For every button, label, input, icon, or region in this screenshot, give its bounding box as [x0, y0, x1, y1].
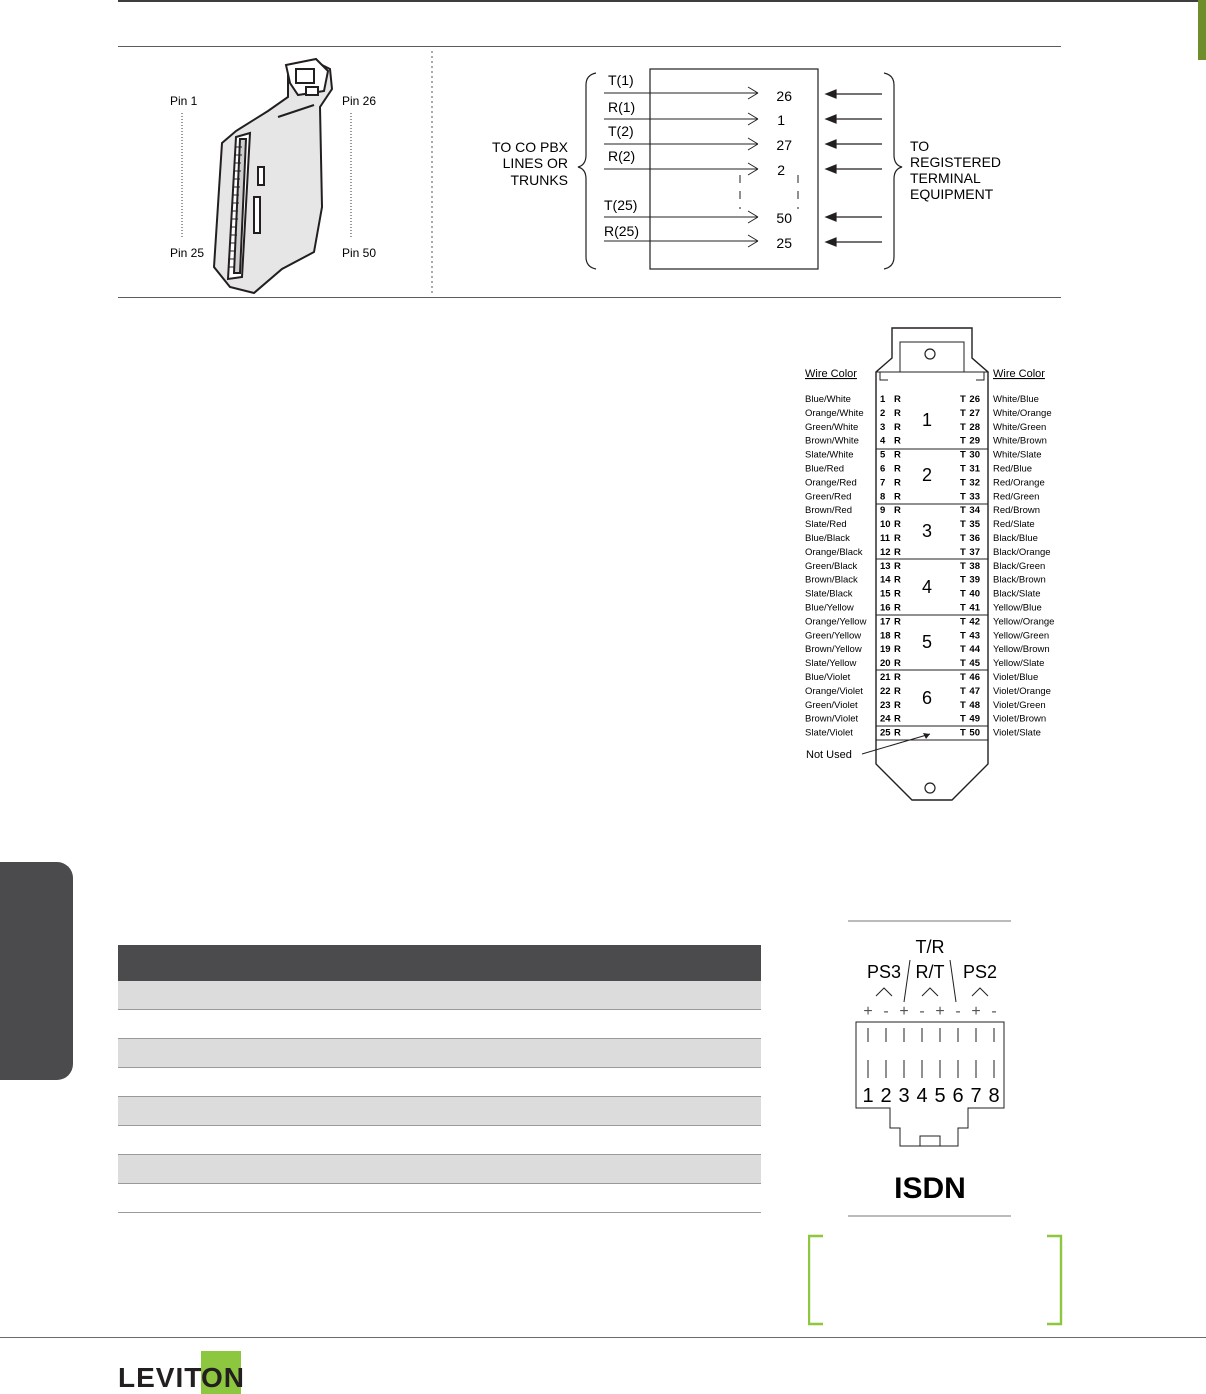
ring-label: R	[894, 533, 901, 544]
right-wire-color: Black/Green	[993, 560, 1046, 572]
tip-label: T	[960, 602, 966, 614]
ps3-label: PS3	[866, 962, 902, 982]
left-pin-number: 3	[880, 421, 886, 433]
left-wire-color: Blue/Black	[805, 533, 850, 544]
left-wire-color: Green/Red	[805, 491, 852, 503]
right-pin-number: 49	[969, 713, 980, 725]
spec-table	[118, 945, 761, 1213]
ring-label: R	[894, 505, 901, 517]
tip-label: T	[960, 672, 966, 683]
tip-label: T	[960, 477, 966, 489]
ring-label: R	[894, 574, 901, 586]
polarity-mark: +	[971, 1003, 981, 1020]
ring-label: R	[894, 394, 901, 405]
right-wire-color: Violet/Orange	[993, 685, 1051, 697]
right-pin-number: 36	[969, 533, 980, 544]
tip-label: T	[960, 407, 966, 419]
right-pin-number: 27	[969, 407, 980, 419]
polarity-mark: -	[955, 1003, 961, 1020]
right-pin-number: 39	[969, 574, 980, 586]
isdn-pin-number: 4	[916, 1085, 928, 1107]
right-pin-number: 46	[969, 672, 980, 683]
ring-label: R	[894, 519, 901, 531]
right-wire-color: Black/Brown	[993, 574, 1046, 586]
table-row	[118, 981, 761, 1010]
right-pin-number: 43	[969, 630, 980, 642]
rt-label: R/T	[915, 962, 945, 982]
polarity-mark: -	[919, 1003, 925, 1020]
table-row	[118, 1039, 761, 1068]
right-wire-color: Red/Brown	[993, 505, 1040, 517]
tip-label: T	[960, 588, 966, 600]
right-caption-line3: TERMINAL	[910, 170, 981, 186]
pair-group-label: 1	[922, 410, 933, 430]
tip-label: T	[960, 435, 966, 447]
right-wire-color: White/Slate	[993, 449, 1042, 461]
left-wire-color-header: Wire Color	[805, 368, 857, 380]
ring-label: R	[894, 477, 901, 489]
left-pin-number: 17	[880, 616, 891, 628]
right-caption-line1: TO	[910, 138, 930, 154]
ring-label: R	[894, 602, 901, 614]
left-wire-color: Blue/Red	[805, 463, 845, 475]
logo-text-right: ON	[201, 1362, 245, 1393]
polarity-mark: -	[991, 1003, 997, 1020]
leviton-logo[interactable]	[118, 1364, 248, 1394]
left-pin-number: 25	[880, 727, 891, 739]
pin26-label: Pin 26	[342, 94, 377, 108]
right-wire-color: White/Blue	[993, 394, 1039, 405]
pin-number: 50	[776, 210, 792, 226]
pin50-label: Pin 50	[342, 246, 377, 260]
right-pin-number: 26	[969, 394, 980, 405]
tip-label: T	[960, 505, 966, 517]
tip-label: T	[960, 394, 966, 405]
right-pin-number: 30	[969, 449, 980, 461]
left-pin-number: 21	[880, 672, 891, 683]
right-wire-color: Violet/Green	[993, 699, 1046, 711]
right-pin-number: 44	[969, 644, 980, 656]
ring-label: R	[894, 630, 901, 642]
right-pin-number: 37	[969, 546, 980, 558]
right-pin-number: 38	[969, 560, 980, 572]
left-caption-line2: LINES OR	[502, 155, 568, 171]
right-wire-color: Yellow/Green	[993, 630, 1050, 642]
ring-label: R	[894, 463, 901, 475]
left-wire-color: Slate/Yellow	[805, 658, 857, 670]
left-wire-color: Slate/Black	[805, 588, 853, 600]
right-pin-number: 48	[969, 699, 980, 711]
left-wire-color: Blue/White	[805, 394, 851, 405]
right-wire-color: White/Orange	[993, 407, 1052, 419]
signal-r25: R(25)	[604, 223, 640, 239]
right-wire-color: Yellow/Orange	[993, 616, 1055, 628]
right-caption-line2: REGISTERED	[910, 154, 1002, 170]
left-wire-color: Brown/Violet	[805, 713, 859, 725]
pin25-label: Pin 25	[170, 246, 205, 260]
ring-label: R	[894, 435, 901, 447]
isdn-pin-number: 5	[934, 1085, 946, 1107]
right-pin-number: 42	[969, 616, 980, 628]
ring-label: R	[894, 685, 901, 697]
left-caption-line3: TRUNKS	[510, 172, 568, 188]
left-pin-number: 16	[880, 602, 891, 614]
tip-label: T	[960, 644, 966, 656]
isdn-pin-number: 1	[862, 1085, 874, 1107]
pin-number: 1	[777, 112, 785, 128]
right-wire-color-header: Wire Color	[993, 368, 1045, 380]
left-wire-color: Orange/Red	[805, 477, 857, 489]
left-pin-number: 1	[880, 394, 886, 405]
right-pin-number: 41	[969, 602, 980, 614]
tip-label: T	[960, 630, 966, 642]
left-pin-number: 20	[880, 658, 891, 670]
left-wire-color: Green/Violet	[805, 699, 858, 711]
left-pin-number: 24	[880, 713, 891, 725]
tip-label: T	[960, 449, 966, 461]
pin1-label: Pin 1	[170, 94, 198, 108]
left-pin-number: 8	[880, 491, 886, 503]
left-pin-number: 6	[880, 463, 886, 475]
table-row	[118, 1068, 761, 1097]
table-row	[118, 1184, 761, 1213]
left-pin-number: 22	[880, 685, 891, 697]
right-caption-line4: EQUIPMENT	[910, 186, 994, 202]
tip-label: T	[960, 685, 966, 697]
left-wire-color: Blue/Yellow	[805, 602, 854, 614]
right-wire-color: Red/Orange	[993, 477, 1045, 489]
right-wire-color: White/Green	[993, 421, 1047, 433]
right-wire-color: Violet/Brown	[993, 713, 1047, 725]
tip-label: T	[960, 533, 966, 544]
right-wire-color: Red/Blue	[993, 463, 1033, 475]
left-wire-color: Slate/Red	[805, 519, 847, 531]
right-pin-number: 34	[969, 505, 980, 517]
section-tab	[0, 862, 73, 1080]
right-pin-number: 28	[969, 421, 980, 433]
pin-number: 25	[776, 235, 792, 251]
ring-label: R	[894, 560, 901, 572]
polarity-mark: +	[935, 1003, 945, 1020]
ring-label: R	[894, 616, 901, 628]
tip-label: T	[960, 560, 966, 572]
pin-number: 27	[776, 137, 792, 153]
left-pin-number: 9	[880, 505, 886, 517]
tip-label: T	[960, 546, 966, 558]
pair-connector-chart	[800, 322, 1062, 804]
left-pin-number: 12	[880, 546, 891, 558]
tip-label: T	[960, 727, 966, 739]
left-wire-color: Brown/Red	[805, 505, 852, 517]
pair-group-label: 3	[922, 521, 933, 541]
right-wire-color: Black/Slate	[993, 588, 1041, 600]
left-wire-color: Blue/Violet	[805, 672, 851, 683]
ring-label: R	[894, 644, 901, 656]
right-wire-color: Black/Orange	[993, 546, 1051, 558]
pin-number: 2	[777, 162, 785, 178]
left-wire-color: Brown/White	[805, 435, 859, 447]
left-wire-color: Brown/Black	[805, 574, 858, 586]
ring-label: R	[894, 672, 901, 683]
note-bracket	[808, 1234, 1064, 1326]
top-rule	[118, 0, 1206, 2]
wiring-diagram	[118, 47, 1078, 297]
logo-text-left: LEVIT	[118, 1362, 203, 1393]
left-pin-number: 23	[880, 699, 891, 711]
left-wire-color: Green/Black	[805, 560, 858, 572]
left-wire-color: Slate/White	[805, 449, 854, 461]
isdn-pin-number: 3	[898, 1085, 910, 1107]
ring-label: R	[894, 449, 901, 461]
ring-label: R	[894, 588, 901, 600]
pair-group-label: 4	[922, 577, 933, 597]
polarity-mark: +	[863, 1003, 873, 1020]
right-pin-number: 45	[969, 658, 980, 670]
left-wire-color: Slate/Violet	[805, 727, 853, 739]
footer-rule	[0, 1337, 1206, 1338]
isdn-pin-number: 6	[952, 1085, 964, 1107]
signal-r2: R(2)	[608, 148, 636, 164]
left-pin-number: 4	[880, 435, 886, 447]
right-pin-number: 33	[969, 491, 980, 503]
tip-label: T	[960, 421, 966, 433]
ring-label: R	[894, 713, 901, 725]
left-pin-number: 7	[880, 477, 886, 489]
polarity-mark: +	[899, 1003, 909, 1020]
left-pin-number: 5	[880, 449, 886, 461]
table-row	[118, 1126, 761, 1155]
right-wire-color: White/Brown	[993, 435, 1047, 447]
ring-label: R	[894, 421, 901, 433]
pair-group-label: 6	[922, 688, 933, 708]
right-wire-color: Red/Slate	[993, 519, 1035, 531]
left-caption-line1: TO CO PBX	[492, 139, 568, 155]
right-brace	[884, 73, 902, 269]
left-pin-number: 15	[880, 588, 891, 600]
tip-label: T	[960, 713, 966, 725]
right-pin-number: 29	[969, 435, 980, 447]
right-pin-number: 32	[969, 477, 980, 489]
pin-number: 26	[776, 88, 792, 104]
left-brace	[578, 73, 596, 269]
left-wire-color: Orange/Violet	[805, 685, 863, 697]
left-wire-color: Orange/White	[805, 407, 864, 419]
right-wire-color: Violet/Blue	[993, 672, 1039, 683]
not-used-label: Not Used	[806, 749, 852, 761]
right-wire-color: Black/Blue	[993, 533, 1038, 544]
left-wire-color: Green/Yellow	[805, 630, 862, 642]
right-pin-number: 40	[969, 588, 980, 600]
right-pin-number: 31	[969, 463, 980, 475]
pair-group-label: 5	[922, 632, 933, 652]
left-wire-color: Green/White	[805, 421, 859, 433]
signal-r1: R(1)	[608, 99, 636, 115]
connector-50pin-illustration	[214, 59, 332, 293]
table-row	[118, 1155, 761, 1184]
ring-label: R	[894, 546, 901, 558]
left-pin-number: 14	[880, 574, 891, 586]
signal-t25: T(25)	[604, 197, 638, 213]
right-wire-color: Yellow/Brown	[993, 644, 1050, 656]
right-pin-number: 47	[969, 685, 980, 697]
tip-label: T	[960, 699, 966, 711]
table-row	[118, 1097, 761, 1126]
left-pin-number: 19	[880, 644, 891, 656]
left-pin-number: 18	[880, 630, 891, 642]
tip-label: T	[960, 491, 966, 503]
left-pin-number: 2	[880, 407, 886, 419]
ring-label: R	[894, 727, 901, 739]
table-header	[118, 945, 761, 981]
left-pin-number: 13	[880, 560, 891, 572]
signal-t1: T(1)	[608, 72, 634, 88]
ring-label: R	[894, 658, 901, 670]
polarity-mark: -	[883, 1003, 889, 1020]
isdn-pinout	[848, 920, 1012, 1218]
tip-label: T	[960, 658, 966, 670]
isdn-pin-number: 7	[970, 1085, 982, 1107]
right-wire-color: Red/Green	[993, 491, 1040, 503]
ring-label: R	[894, 491, 901, 503]
diagram-bottom-rule	[118, 297, 1061, 298]
table-row	[118, 1010, 761, 1039]
tr-label: T/R	[915, 937, 945, 957]
tip-label: T	[960, 616, 966, 628]
isdn-title: ISDN	[894, 1172, 966, 1205]
left-wire-color: Orange/Black	[805, 546, 863, 558]
ps2-label: PS2	[962, 962, 998, 982]
left-wire-color: Brown/Yellow	[805, 644, 862, 656]
right-pin-number: 50	[969, 727, 980, 739]
tip-label: T	[960, 574, 966, 586]
pair-group-label: 2	[922, 465, 933, 485]
left-wire-color: Orange/Yellow	[805, 616, 867, 628]
right-wire-color: Yellow/Blue	[993, 602, 1042, 614]
tip-label: T	[960, 519, 966, 531]
isdn-pin-number: 8	[988, 1085, 1000, 1107]
right-wire-color: Yellow/Slate	[993, 658, 1045, 670]
right-wire-color: Violet/Slate	[993, 727, 1041, 739]
isdn-pin-number: 2	[880, 1085, 892, 1107]
edge-color-tab	[1198, 0, 1206, 60]
right-pin-number: 35	[969, 519, 980, 531]
ring-label: R	[894, 699, 901, 711]
tip-label: T	[960, 463, 966, 475]
left-pin-number: 10	[880, 519, 891, 531]
signal-t2: T(2)	[608, 123, 634, 139]
ring-label: R	[894, 407, 901, 419]
left-pin-number: 11	[880, 533, 891, 544]
